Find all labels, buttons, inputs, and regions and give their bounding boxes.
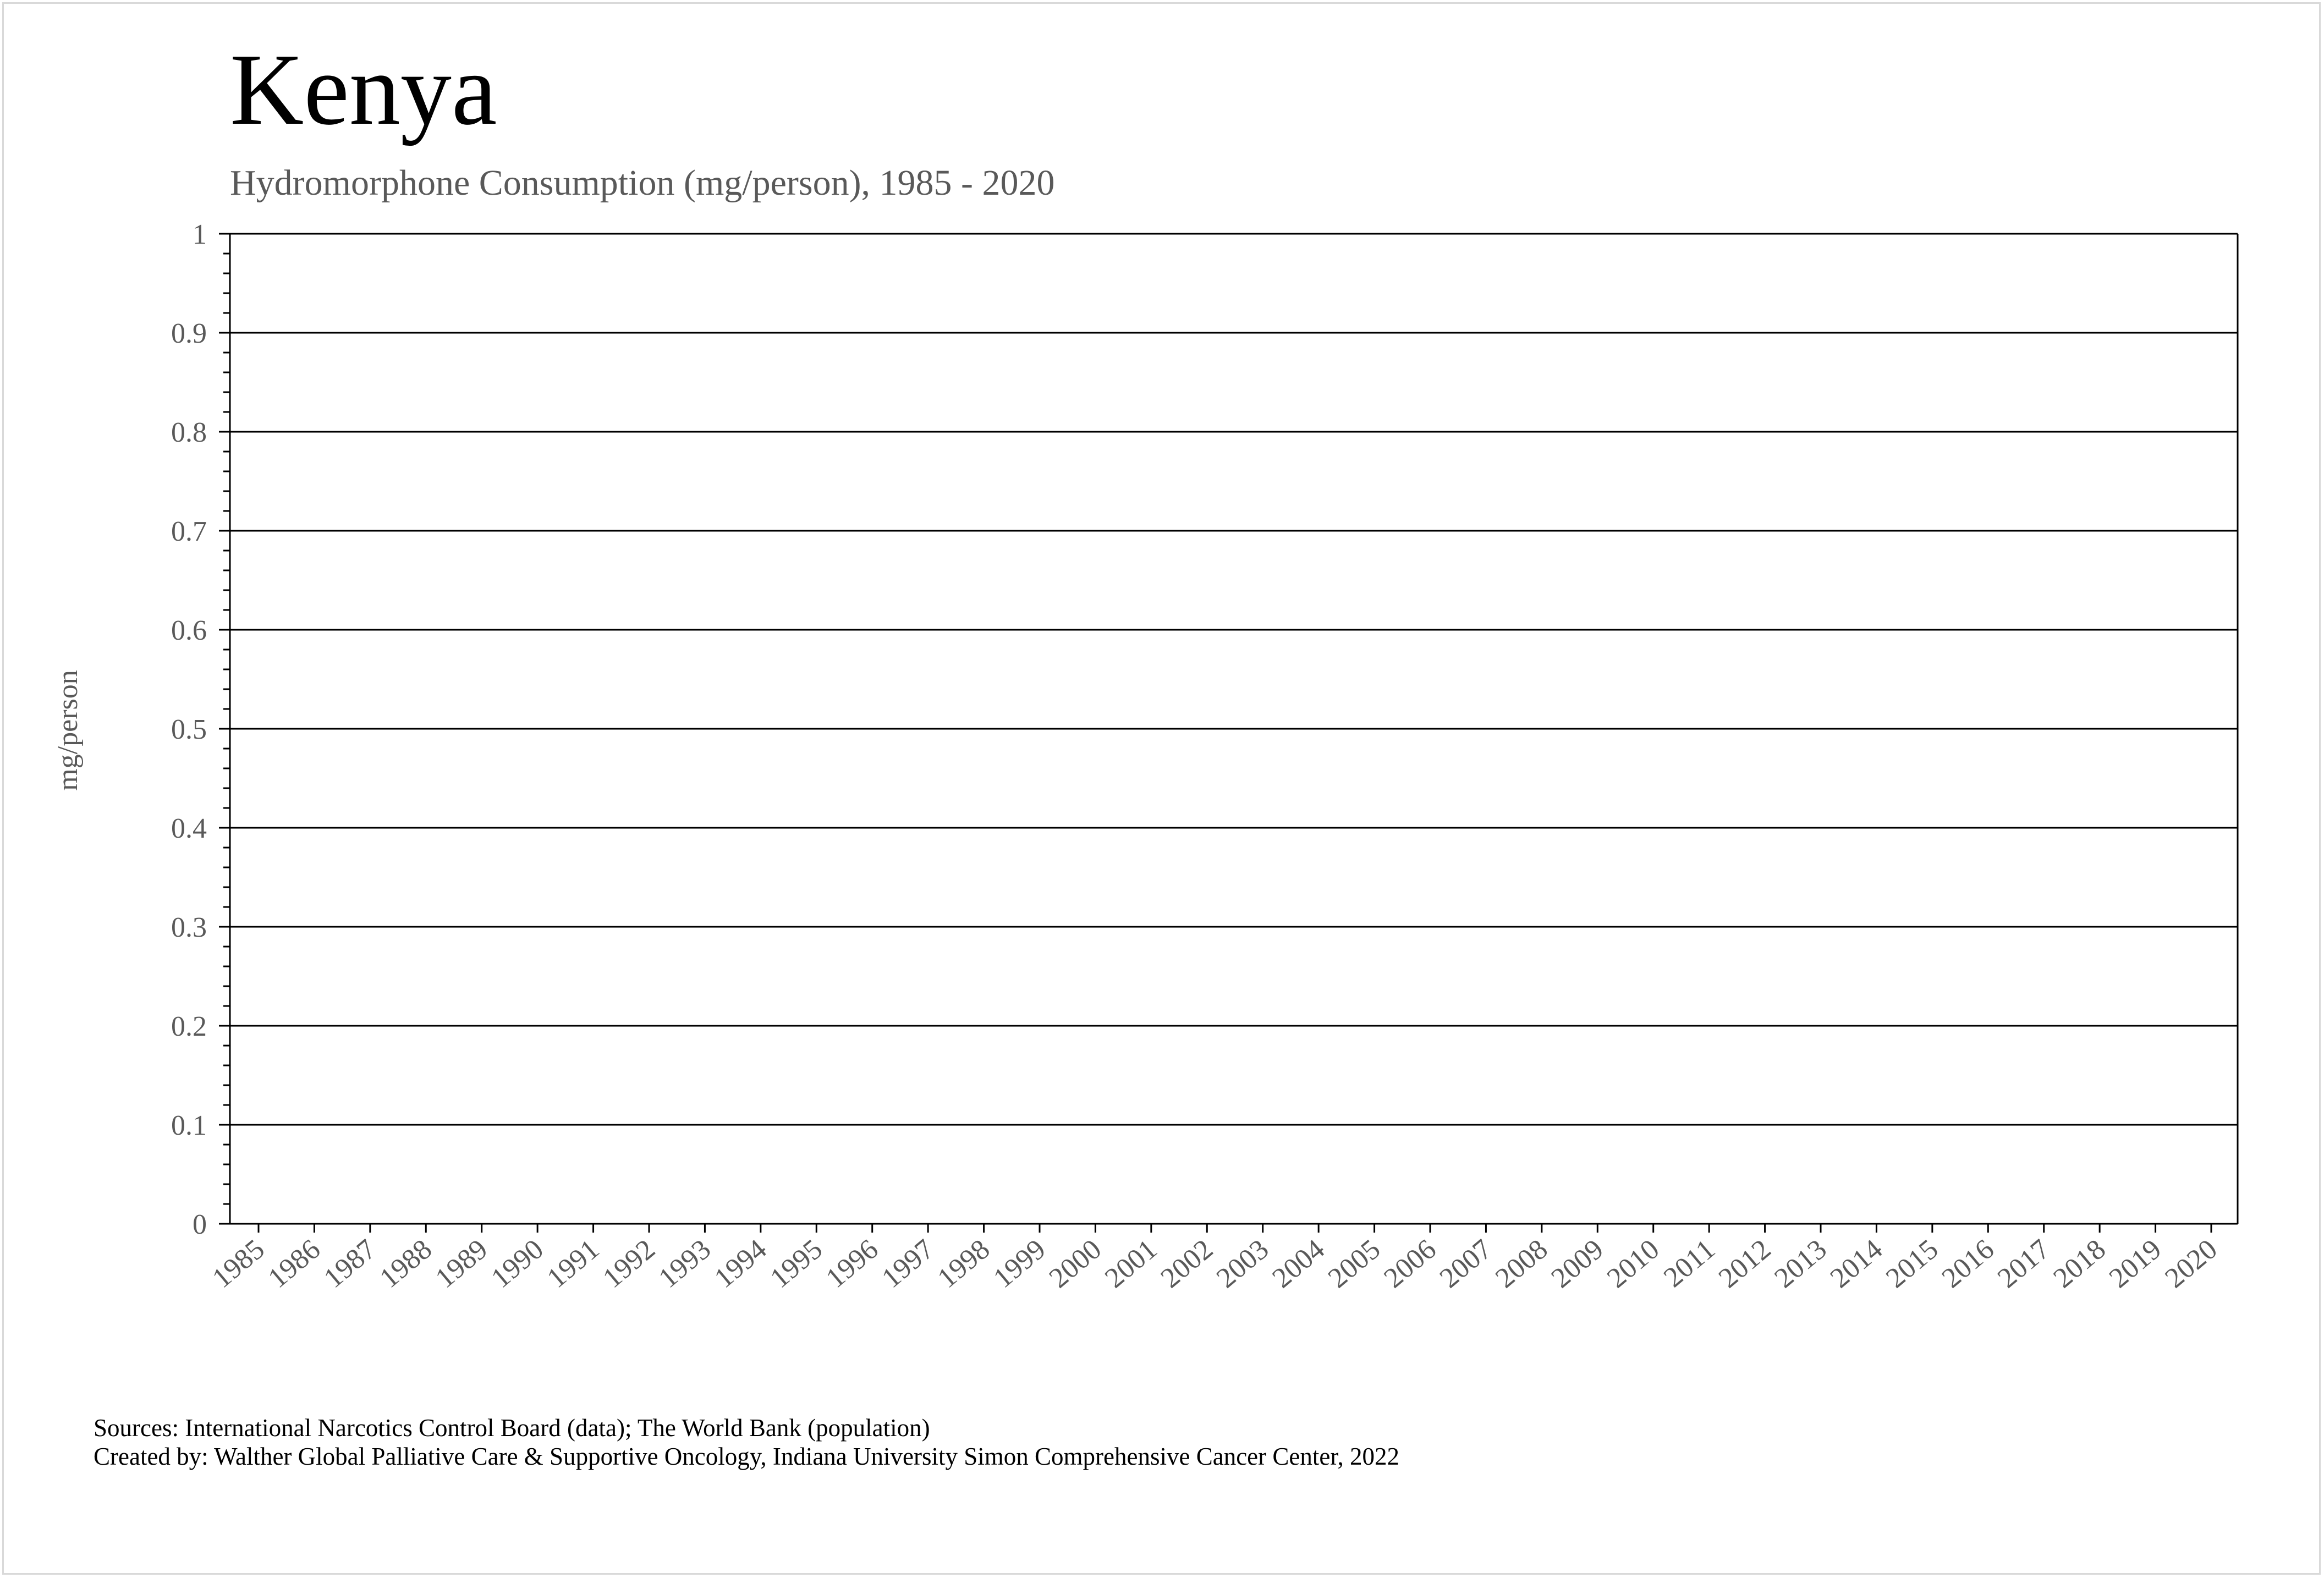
chart-title: Kenya xyxy=(230,33,497,146)
x-tick-label-2012: 2012 xyxy=(1712,1233,1777,1295)
x-tick-label-1985: 1985 xyxy=(206,1233,271,1295)
y-tick-label-1: 1 xyxy=(193,219,207,250)
y-tick-label-0.9: 0.9 xyxy=(171,318,207,349)
x-tick-label-1997: 1997 xyxy=(876,1233,940,1295)
x-tick-labels xyxy=(206,1234,2223,1295)
y-tick-label-0.2: 0.2 xyxy=(171,1011,207,1042)
y-tick-label-0.1: 0.1 xyxy=(171,1110,207,1141)
x-tick-label-2017: 2017 xyxy=(1992,1233,2056,1295)
x-tick-label-2010: 2010 xyxy=(1601,1233,1666,1295)
y-tick-label-0.5: 0.5 xyxy=(171,714,207,745)
x-tick-label-2004: 2004 xyxy=(1266,1233,1331,1295)
y-tick-labels xyxy=(171,219,207,1240)
axes xyxy=(219,234,2238,1233)
chart-footer xyxy=(94,1414,1399,1471)
x-tick-label-2011: 2011 xyxy=(1658,1233,1721,1294)
x-tick-label-2009: 2009 xyxy=(1545,1233,1609,1295)
x-tick-label-2008: 2008 xyxy=(1490,1233,1554,1295)
sources-note: Sources: International Narcotics Control Board (data); The World Bank (population) xyxy=(94,1414,930,1442)
x-tick-label-2001: 2001 xyxy=(1099,1233,1163,1295)
y-tick-label-0.6: 0.6 xyxy=(171,615,207,646)
x-tick-label-1994: 1994 xyxy=(708,1233,773,1295)
credits-note: Created by: Walther Global Palliative Care & Supportive Oncology, Indiana University Simon Comprehensive Cancer Center, 2022 xyxy=(94,1443,1400,1470)
x-tick-label-2020: 2020 xyxy=(2159,1233,2223,1295)
x-tick-label-2005: 2005 xyxy=(1322,1233,1387,1295)
x-tick-label-1991: 1991 xyxy=(541,1233,606,1295)
x-tick-label-2013: 2013 xyxy=(1768,1233,1833,1295)
x-tick-label-2006: 2006 xyxy=(1378,1233,1442,1295)
x-tick-label-1992: 1992 xyxy=(597,1233,661,1295)
x-tick-label-2019: 2019 xyxy=(2103,1233,2168,1295)
x-tick-label-1998: 1998 xyxy=(931,1233,996,1295)
x-tick-label-2000: 2000 xyxy=(1043,1233,1108,1295)
gridlines xyxy=(230,234,2238,1125)
x-tick-label-1995: 1995 xyxy=(764,1233,828,1295)
x-tick-label-1990: 1990 xyxy=(485,1233,550,1295)
x-tick-label-1989: 1989 xyxy=(430,1233,494,1295)
x-tick-label-1987: 1987 xyxy=(318,1233,382,1295)
y-tick-label-0.3: 0.3 xyxy=(171,912,207,943)
x-tick-label-1988: 1988 xyxy=(373,1233,438,1295)
chart-subtitle: Hydromorphone Consumption (mg/person), 1985 - 2020 xyxy=(230,163,1055,203)
y-axis-title: mg/person xyxy=(52,670,84,791)
x-tick-label-1996: 1996 xyxy=(820,1233,884,1295)
x-tick-label-1999: 1999 xyxy=(987,1233,1052,1295)
x-tick-label-1993: 1993 xyxy=(652,1233,717,1295)
y-tick-label-0: 0 xyxy=(193,1209,207,1240)
x-tick-label-2014: 2014 xyxy=(1824,1233,1889,1295)
x-tick-label-1986: 1986 xyxy=(262,1233,327,1295)
x-tick-label-2003: 2003 xyxy=(1211,1233,1275,1295)
y-tick-label-0.7: 0.7 xyxy=(171,516,207,547)
x-tick-label-2018: 2018 xyxy=(2047,1233,2112,1295)
x-tick-label-2002: 2002 xyxy=(1155,1233,1219,1295)
y-tick-label-0.8: 0.8 xyxy=(171,417,207,448)
x-tick-label-2015: 2015 xyxy=(1880,1233,1944,1295)
y-tick-label-0.4: 0.4 xyxy=(171,813,207,844)
x-tick-label-2007: 2007 xyxy=(1433,1233,1498,1295)
x-tick-label-2016: 2016 xyxy=(1936,1233,2000,1295)
